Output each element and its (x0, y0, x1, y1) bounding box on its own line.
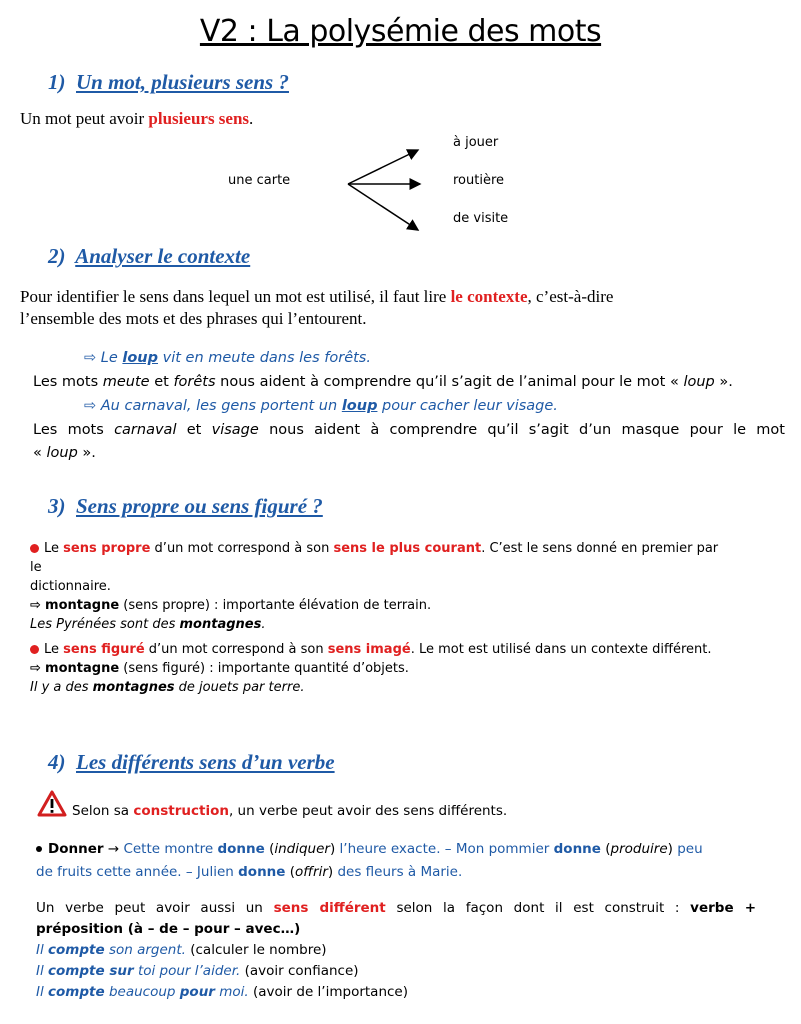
warning-text (72, 803, 507, 819)
sens-figure-block (30, 640, 730, 697)
example-word: montagne (45, 598, 120, 613)
section-3-number: 3) (48, 494, 66, 518)
section-2-title: Analyser le contexte (75, 244, 251, 268)
arrow-icon: ⇨ (84, 350, 97, 366)
bullet-icon (36, 846, 42, 852)
example-text: Il (36, 963, 49, 979)
exp-text: nous aident à comprendre qu’il s’agit de l’animal pour le mot « (215, 374, 684, 390)
example-text-end: pour cacher leur visage. (377, 398, 558, 414)
explanation-1 (33, 374, 733, 390)
example-text: l’heure exacte. – Mon pommier (335, 841, 554, 857)
verb-form: donne (217, 841, 265, 857)
construction-block (36, 898, 756, 1003)
intro-end: . (249, 109, 254, 128)
compte-example-1 (36, 940, 756, 961)
diagram-arrow-3 (348, 184, 418, 230)
sens-propre-example (30, 596, 730, 615)
def-highlight: sens imagé (327, 642, 411, 657)
arrow-icon: ⇨ (30, 661, 41, 676)
warn-highlight: construction (133, 803, 229, 819)
exp-text: et (176, 422, 212, 438)
exp-text: ». (714, 374, 733, 390)
def-text: . C’est le sens donné en premier par le (30, 541, 719, 575)
sentence-end: de jouets par terre. (174, 680, 305, 695)
verb-meaning: (calculer le nombre) (185, 942, 327, 958)
exp-text: Les mots (33, 422, 115, 438)
sens-propre-block (30, 539, 730, 634)
section-2-heading (48, 244, 250, 269)
sentence-text: Il y a des (30, 680, 93, 695)
section-1-intro (20, 108, 253, 130)
verb-label: Donner (48, 841, 104, 857)
section-1-number: 1) (48, 70, 66, 94)
exp-word: loup (46, 445, 78, 461)
diagram-target-1: à jouer (453, 135, 499, 150)
sentence-text: Les Pyrénées sont des (30, 617, 180, 632)
arrow-icon: ⇨ (30, 598, 41, 613)
example-text: Cette montre (123, 841, 218, 857)
verb-meaning: indiquer (274, 841, 330, 857)
example-text: moi. (214, 984, 249, 1000)
exp-word: carnaval (114, 422, 177, 438)
constr-text: selon la façon dont il est construit : (385, 900, 691, 916)
exp-word: visage (211, 422, 259, 438)
explanation-2 (33, 422, 785, 438)
example-text: Il (36, 942, 49, 958)
arrow-icon: ⇨ (84, 398, 97, 414)
intro-highlight: plusieurs sens (148, 109, 250, 128)
sens-figure-definition (30, 640, 730, 659)
example-text: Il (36, 984, 49, 1000)
warn-text-end: , un verbe peut avoir des sens différents. (228, 803, 508, 819)
verb-form: donne (238, 864, 286, 880)
para-line-2: l’ensemble des mots et des phrases qui l’entourent. (20, 309, 367, 328)
page-title: V2 : La polysémie des mots (199, 14, 602, 49)
verb-meaning: (avoir de l’importance) (248, 984, 408, 1000)
compte-example-2 (36, 961, 756, 982)
section-3-heading (48, 494, 323, 519)
def-highlight: sens figuré (63, 642, 145, 657)
example-text: son argent. (104, 942, 186, 958)
verb-form: compte (48, 942, 105, 958)
warning-icon (37, 790, 67, 817)
verb-meaning: (avoir confiance) (240, 963, 359, 979)
exp-word: meute (102, 374, 150, 390)
example-text-end: vit en meute dans les forêts. (158, 350, 371, 366)
verb-meaning: produire (610, 841, 668, 857)
exp-text: « (33, 445, 47, 461)
donner-line-1: Donner → Cette montre donne (indiquer) l’heure exacte. – Mon pommier donne (produire) peu (36, 838, 776, 861)
def-highlight: sens propre (63, 541, 151, 556)
example-2 (84, 398, 558, 414)
compte-example-3 (36, 982, 756, 1003)
diagram-source: une carte (228, 173, 291, 188)
red-bullet-icon (30, 645, 39, 654)
para-text: Pour identifier le sens dans lequel un mot est utilisé, il faut lire (20, 287, 451, 306)
verb-form: donne (553, 841, 601, 857)
exp-text: nous aident à comprendre qu’il s’agit d’un masque pour le mot (258, 422, 785, 438)
sens-figure-example (30, 659, 730, 678)
exp-text: et (149, 374, 174, 390)
constr-highlight: sens différent (273, 900, 386, 916)
preposition: pour (179, 984, 215, 1000)
diagram-target-3: de visite (453, 211, 509, 226)
red-bullet-icon (30, 544, 39, 553)
example-text: peu (672, 841, 703, 857)
def-text: . Le mot est utilisé dans un contexte différent. (410, 642, 712, 657)
def-text: d’un mot correspond à son (144, 642, 328, 657)
exp-text: ». (77, 445, 96, 461)
section-2-paragraph (20, 286, 790, 330)
def-line-2: dictionnaire. (30, 579, 111, 594)
def-text: d’un mot correspond à son (150, 541, 334, 556)
warn-text: Selon sa (72, 803, 134, 819)
sentence-end: . (261, 617, 266, 632)
arrow-icon: → (107, 841, 120, 857)
section-1-heading (48, 70, 289, 95)
example-text: Le (100, 350, 123, 366)
construction-line-1 (36, 898, 756, 919)
verb-meaning: offrir (295, 864, 328, 880)
para-highlight: le contexte (450, 287, 528, 306)
construction-line-2: préposition (à – de – pour – avec…) (36, 921, 301, 937)
donner-line-2: de fruits cette année. – Julien donne (offrir) des fleurs à Marie. (36, 864, 463, 880)
sentence-word: montagnes (179, 617, 262, 632)
section-2-number: 2) (48, 244, 66, 268)
donner-block (36, 838, 776, 884)
exp-word: forêts (173, 374, 216, 390)
example-text: de fruits cette année. – Julien (36, 864, 239, 880)
def-highlight: sens le plus courant (333, 541, 482, 556)
section-1-title: Un mot, plusieurs sens ? (76, 70, 289, 94)
example-word: loup (341, 398, 378, 414)
example-text: toi pour l’aider. (133, 963, 241, 979)
constr-text: Un verbe peut avoir aussi un (36, 900, 274, 916)
para-text-end: , c’est-à-dire (527, 287, 614, 306)
example-text: Au carnaval, les gens portent un (100, 398, 342, 414)
section-4-title: Les différents sens d’un verbe (76, 750, 335, 774)
diagram-arrow-1 (348, 150, 418, 184)
section-4-heading (48, 750, 335, 775)
example-text: beaucoup (104, 984, 180, 1000)
diagram-arrows (340, 140, 450, 240)
exp-text: Les mots (33, 374, 103, 390)
sens-propre-definition (30, 539, 730, 577)
constr-bold: verbe + (690, 900, 757, 916)
def-text: Le (44, 541, 64, 556)
example-1 (84, 350, 371, 366)
sens-propre-sentence (30, 615, 730, 634)
example-word: montagne (45, 661, 120, 676)
sentence-word: montagnes (92, 680, 175, 695)
section-4-number: 4) (48, 750, 66, 774)
verb-form: compte (48, 984, 105, 1000)
example-def: (sens propre) : importante élévation de terrain. (119, 598, 432, 613)
verb-form: compte sur (48, 963, 134, 979)
exp-word: loup (683, 374, 715, 390)
example-def: (sens figuré) : importante quantité d’objets. (119, 661, 409, 676)
def-text: Le (44, 642, 64, 657)
intro-text: Un mot peut avoir (20, 109, 149, 128)
explanation-2-line-2 (33, 445, 96, 461)
example-text: des fleurs à Marie. (333, 864, 463, 880)
section-3-title: Sens propre ou sens figuré ? (76, 494, 323, 518)
sens-figure-sentence (30, 678, 730, 697)
example-word: loup (122, 350, 159, 366)
diagram-target-2: routière (453, 173, 505, 188)
